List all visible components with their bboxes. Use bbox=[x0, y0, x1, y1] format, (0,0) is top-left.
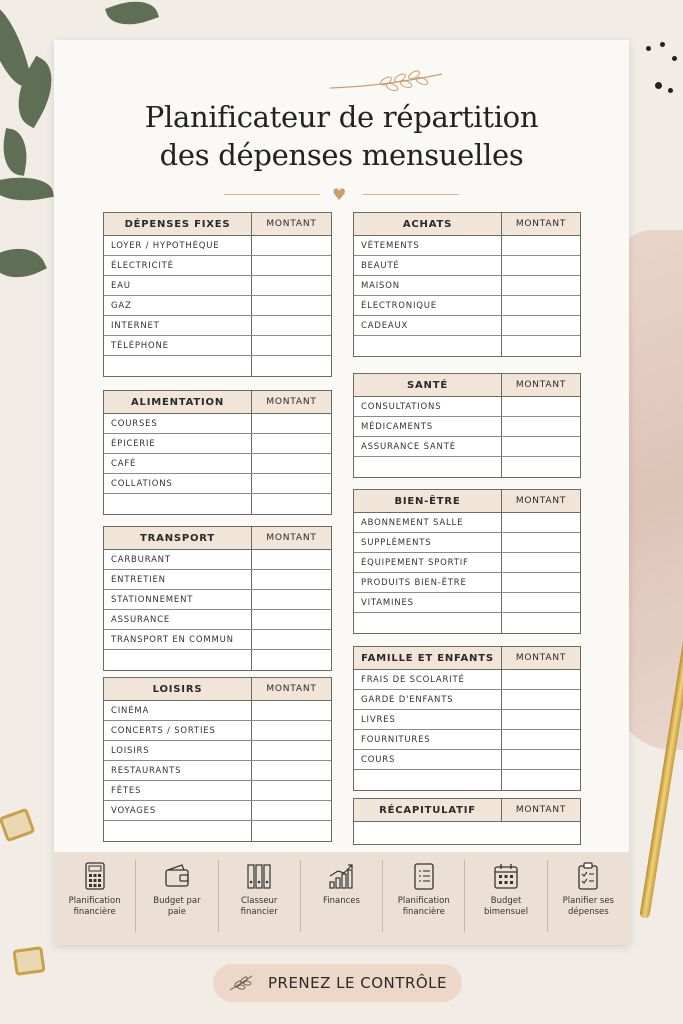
footer-item bbox=[548, 860, 629, 932]
expense-label: COURS bbox=[354, 750, 502, 769]
table-row bbox=[354, 336, 580, 356]
amount-cell[interactable] bbox=[252, 550, 331, 569]
amount-header: MONTANT bbox=[515, 805, 567, 815]
expense-label: GAZ bbox=[104, 296, 252, 315]
expense-label bbox=[354, 457, 502, 477]
footer-item bbox=[54, 860, 136, 932]
table-row bbox=[104, 336, 331, 356]
amount-cell[interactable] bbox=[502, 690, 580, 709]
footer-product-bar bbox=[54, 852, 629, 945]
amount-cell[interactable] bbox=[502, 316, 580, 335]
amount-header: MONTANT bbox=[266, 533, 317, 543]
expense-label: CONCERTS / SORTIES bbox=[104, 721, 252, 740]
expense-label: LIVRES bbox=[354, 710, 502, 729]
amount-cell[interactable] bbox=[502, 553, 580, 572]
amount-cell[interactable] bbox=[252, 296, 331, 315]
title-line-2: des dépenses mensuelles bbox=[159, 138, 524, 172]
table-row bbox=[354, 316, 580, 336]
table-row bbox=[104, 236, 331, 256]
table-purchases bbox=[353, 212, 581, 357]
clipboard-check-icon bbox=[575, 862, 601, 890]
table-row bbox=[354, 613, 580, 633]
amount-cell[interactable] bbox=[502, 670, 580, 689]
amount-cell[interactable] bbox=[252, 701, 331, 720]
table-row bbox=[104, 494, 331, 514]
expense-label: MÉDICAMENTS bbox=[354, 417, 502, 436]
footer-item bbox=[465, 860, 547, 932]
table-row bbox=[354, 437, 580, 457]
table-row bbox=[104, 296, 331, 316]
amount-cell[interactable] bbox=[502, 573, 580, 592]
footer-item bbox=[383, 860, 465, 932]
amount-cell[interactable] bbox=[502, 710, 580, 729]
footer-label: Planification financière bbox=[68, 896, 121, 917]
expense-label: CARBURANT bbox=[104, 550, 252, 569]
amount-cell[interactable] bbox=[252, 761, 331, 780]
expense-label: PRODUITS BIEN-ÊTRE bbox=[354, 573, 502, 592]
table-row bbox=[104, 721, 331, 741]
table-row bbox=[354, 276, 580, 296]
table-row bbox=[104, 550, 331, 570]
table-row bbox=[104, 741, 331, 761]
category-title: ALIMENTATION bbox=[104, 391, 252, 413]
amount-cell[interactable] bbox=[252, 494, 331, 514]
amount-cell[interactable] bbox=[252, 630, 331, 649]
decor-dot bbox=[672, 56, 677, 61]
category-title: DÉPENSES FIXES bbox=[104, 213, 252, 235]
expense-label bbox=[354, 770, 502, 790]
category-title: ACHATS bbox=[354, 213, 502, 235]
binders-icon bbox=[246, 862, 272, 890]
amount-header: MONTANT bbox=[515, 380, 567, 390]
expense-label: TRANSPORT EN COMMUN bbox=[104, 630, 252, 649]
amount-cell[interactable] bbox=[502, 593, 580, 612]
page-title bbox=[54, 98, 629, 174]
decor-dot bbox=[668, 88, 673, 93]
amount-cell[interactable] bbox=[252, 570, 331, 589]
expense-label bbox=[354, 822, 580, 844]
amount-cell[interactable] bbox=[502, 730, 580, 749]
table-header bbox=[354, 799, 580, 822]
amount-cell[interactable] bbox=[502, 437, 580, 456]
expense-label: COLLATIONS bbox=[104, 474, 252, 493]
amount-cell[interactable] bbox=[502, 336, 580, 356]
expense-label: MAISON bbox=[354, 276, 502, 295]
table-row bbox=[354, 256, 580, 276]
title-line-1: Planificateur de répartition bbox=[144, 100, 539, 134]
category-title: FAMILLE ET ENFANTS bbox=[354, 647, 502, 669]
table-row bbox=[104, 781, 331, 801]
footer-label: Finances bbox=[323, 896, 360, 906]
table-family bbox=[353, 646, 581, 791]
table-header bbox=[104, 391, 331, 414]
amount-cell[interactable] bbox=[252, 474, 331, 493]
amount-cell[interactable] bbox=[502, 276, 580, 295]
table-row bbox=[354, 397, 580, 417]
table-row bbox=[104, 650, 331, 670]
table-row bbox=[104, 801, 331, 821]
table-row bbox=[104, 761, 331, 781]
table-transport bbox=[103, 526, 332, 671]
calendar-icon bbox=[493, 862, 519, 890]
footer-label: Budget par paie bbox=[153, 896, 201, 917]
table-row bbox=[354, 513, 580, 533]
amount-cell[interactable] bbox=[502, 256, 580, 275]
amount-cell[interactable] bbox=[252, 454, 331, 473]
amount-header: MONTANT bbox=[515, 496, 567, 506]
expense-label: ASSURANCE SANTÉ bbox=[354, 437, 502, 456]
expense-label: RESTAURANTS bbox=[104, 761, 252, 780]
amount-cell[interactable] bbox=[252, 256, 331, 275]
category-title: BIEN-ÊTRE bbox=[354, 490, 502, 512]
amount-cell[interactable] bbox=[252, 650, 331, 670]
footer-item bbox=[219, 860, 301, 932]
sprig-icon bbox=[228, 974, 254, 992]
eucalyptus-leaf bbox=[105, 0, 159, 33]
calculator-icon bbox=[82, 862, 108, 890]
table-row bbox=[354, 236, 580, 256]
table-leisure bbox=[103, 677, 332, 842]
amount-header: MONTANT bbox=[515, 219, 567, 229]
table-header bbox=[104, 213, 331, 236]
expense-label: ÉLECTRONIQUE bbox=[354, 296, 502, 315]
category-title: LOISIRS bbox=[104, 678, 252, 700]
eucalyptus-leaf bbox=[0, 237, 47, 288]
expense-label: EAU bbox=[104, 276, 252, 295]
category-title: TRANSPORT bbox=[104, 527, 252, 549]
table-row bbox=[104, 316, 331, 336]
amount-header: MONTANT bbox=[266, 397, 317, 407]
amount-cell[interactable] bbox=[252, 741, 331, 760]
amount-cell[interactable] bbox=[252, 801, 331, 820]
eucalyptus-leaf bbox=[0, 128, 32, 176]
amount-cell[interactable] bbox=[502, 236, 580, 255]
footer-label: Classeur financier bbox=[240, 896, 278, 917]
amount-cell[interactable] bbox=[502, 533, 580, 552]
planner-sheet bbox=[54, 40, 629, 945]
expense-label: CADEAUX bbox=[354, 316, 502, 335]
amount-cell[interactable] bbox=[252, 821, 331, 841]
table-row bbox=[354, 457, 580, 477]
table-header bbox=[104, 527, 331, 550]
expense-label: VITAMINES bbox=[354, 593, 502, 612]
amount-cell[interactable] bbox=[252, 781, 331, 800]
table-row bbox=[104, 434, 331, 454]
wallet-icon bbox=[164, 862, 190, 890]
footer-item bbox=[301, 860, 383, 932]
amount-cell[interactable] bbox=[252, 236, 331, 255]
expense-label bbox=[354, 336, 502, 356]
table-row bbox=[104, 454, 331, 474]
table-row bbox=[354, 553, 580, 573]
expense-label: CAFÉ bbox=[104, 454, 252, 473]
expense-label bbox=[104, 356, 252, 376]
table-row bbox=[354, 690, 580, 710]
expense-label: COURSES bbox=[104, 414, 252, 433]
table-row bbox=[354, 822, 580, 844]
cta-label: PRENEZ LE CONTRÔLE bbox=[267, 974, 448, 992]
amount-cell[interactable] bbox=[252, 336, 331, 355]
expense-label: LOISIRS bbox=[104, 741, 252, 760]
eucalyptus-leaf bbox=[0, 171, 54, 207]
table-row bbox=[354, 417, 580, 437]
table-row bbox=[354, 730, 580, 750]
divider-left bbox=[224, 194, 320, 195]
expense-label: GARDE D'ENFANTS bbox=[354, 690, 502, 709]
decor-dot bbox=[655, 82, 662, 89]
expense-label: BEAUTÉ bbox=[354, 256, 502, 275]
expense-label: ÉPICERIE bbox=[104, 434, 252, 453]
table-row bbox=[104, 474, 331, 494]
table-row bbox=[104, 610, 331, 630]
table-wellbeing bbox=[353, 489, 581, 634]
decor-dot bbox=[660, 42, 665, 47]
table-food bbox=[103, 390, 332, 515]
table-row bbox=[354, 533, 580, 553]
amount-cell[interactable] bbox=[252, 610, 331, 629]
bar-chart-icon bbox=[328, 862, 354, 890]
expense-label: INTERNET bbox=[104, 316, 252, 335]
table-row bbox=[104, 356, 331, 376]
amount-cell[interactable] bbox=[252, 356, 331, 376]
expense-label: FRAIS DE SCOLARITÉ bbox=[354, 670, 502, 689]
divider-right bbox=[363, 194, 459, 195]
amount-cell[interactable] bbox=[252, 590, 331, 609]
table-row bbox=[104, 821, 331, 841]
expense-label: FOURNITURES bbox=[354, 730, 502, 749]
footer-label: Budget bimensuel bbox=[484, 896, 529, 917]
amount-header: MONTANT bbox=[266, 684, 317, 694]
amount-cell[interactable] bbox=[252, 414, 331, 433]
table-row bbox=[354, 593, 580, 613]
table-header bbox=[354, 490, 580, 513]
expense-label: ÉLECTRICITÉ bbox=[104, 256, 252, 275]
expense-label: CONSULTATIONS bbox=[354, 397, 502, 416]
footer-label: Planifier ses dépenses bbox=[562, 896, 614, 917]
footer-label: Planification financière bbox=[397, 896, 450, 917]
table-header bbox=[354, 374, 580, 397]
table-row bbox=[104, 630, 331, 650]
table-fixed-expenses bbox=[103, 212, 332, 377]
table-row bbox=[104, 701, 331, 721]
expense-label: VOYAGES bbox=[104, 801, 252, 820]
amount-cell[interactable] bbox=[252, 434, 331, 453]
table-row bbox=[104, 276, 331, 296]
category-title: RÉCAPITULATIF bbox=[354, 799, 502, 821]
amount-cell[interactable] bbox=[252, 276, 331, 295]
amount-cell[interactable] bbox=[502, 770, 580, 790]
binder-clip bbox=[0, 808, 36, 843]
amount-cell[interactable] bbox=[252, 721, 331, 740]
expense-label: SUPPLÉMENTS bbox=[354, 533, 502, 552]
expense-label: LOYER / HYPOTHÈQUE bbox=[104, 236, 252, 255]
table-row bbox=[354, 750, 580, 770]
expense-label: CINÉMA bbox=[104, 701, 252, 720]
table-row bbox=[354, 710, 580, 730]
amount-cell[interactable] bbox=[502, 457, 580, 477]
expense-label: ABONNEMENT SALLE bbox=[354, 513, 502, 532]
table-row bbox=[354, 670, 580, 690]
table-row bbox=[354, 573, 580, 593]
table-header bbox=[104, 678, 331, 701]
amount-cell[interactable] bbox=[502, 296, 580, 315]
table-header bbox=[354, 213, 580, 236]
amount-cell[interactable] bbox=[502, 417, 580, 436]
expense-label bbox=[104, 650, 252, 670]
amount-cell[interactable] bbox=[252, 316, 331, 335]
expense-label: TÉLÉPHONE bbox=[104, 336, 252, 355]
table-row bbox=[104, 590, 331, 610]
amount-cell[interactable] bbox=[502, 397, 580, 416]
heart-icon: ♥ bbox=[332, 185, 347, 204]
amount-cell[interactable] bbox=[502, 513, 580, 532]
checklist-icon bbox=[411, 862, 437, 890]
expense-label: STATIONNEMENT bbox=[104, 590, 252, 609]
table-row bbox=[104, 256, 331, 276]
amount-header: MONTANT bbox=[515, 653, 567, 663]
decor-dot bbox=[646, 46, 651, 51]
amount-cell[interactable] bbox=[502, 750, 580, 769]
table-summary bbox=[353, 798, 581, 845]
expense-label: ÉQUIPEMENT SPORTIF bbox=[354, 553, 502, 572]
expense-label: ASSURANCE bbox=[104, 610, 252, 629]
expense-label bbox=[354, 613, 502, 633]
expense-label bbox=[104, 821, 252, 841]
cta-button[interactable] bbox=[213, 964, 462, 1002]
expense-label bbox=[104, 494, 252, 514]
expense-label: VÊTEMENTS bbox=[354, 236, 502, 255]
expense-label: FÊTES bbox=[104, 781, 252, 800]
category-title: SANTÉ bbox=[354, 374, 502, 396]
amount-header: MONTANT bbox=[266, 219, 317, 229]
footer-item bbox=[136, 860, 218, 932]
table-row bbox=[354, 770, 580, 790]
expense-label: ENTRETIEN bbox=[104, 570, 252, 589]
table-header bbox=[354, 647, 580, 670]
sprig-icon bbox=[326, 70, 446, 92]
amount-cell[interactable] bbox=[502, 613, 580, 633]
table-row bbox=[104, 414, 331, 434]
table-row bbox=[104, 570, 331, 590]
table-health bbox=[353, 373, 581, 478]
table-row bbox=[354, 296, 580, 316]
binder-clip bbox=[12, 946, 45, 976]
